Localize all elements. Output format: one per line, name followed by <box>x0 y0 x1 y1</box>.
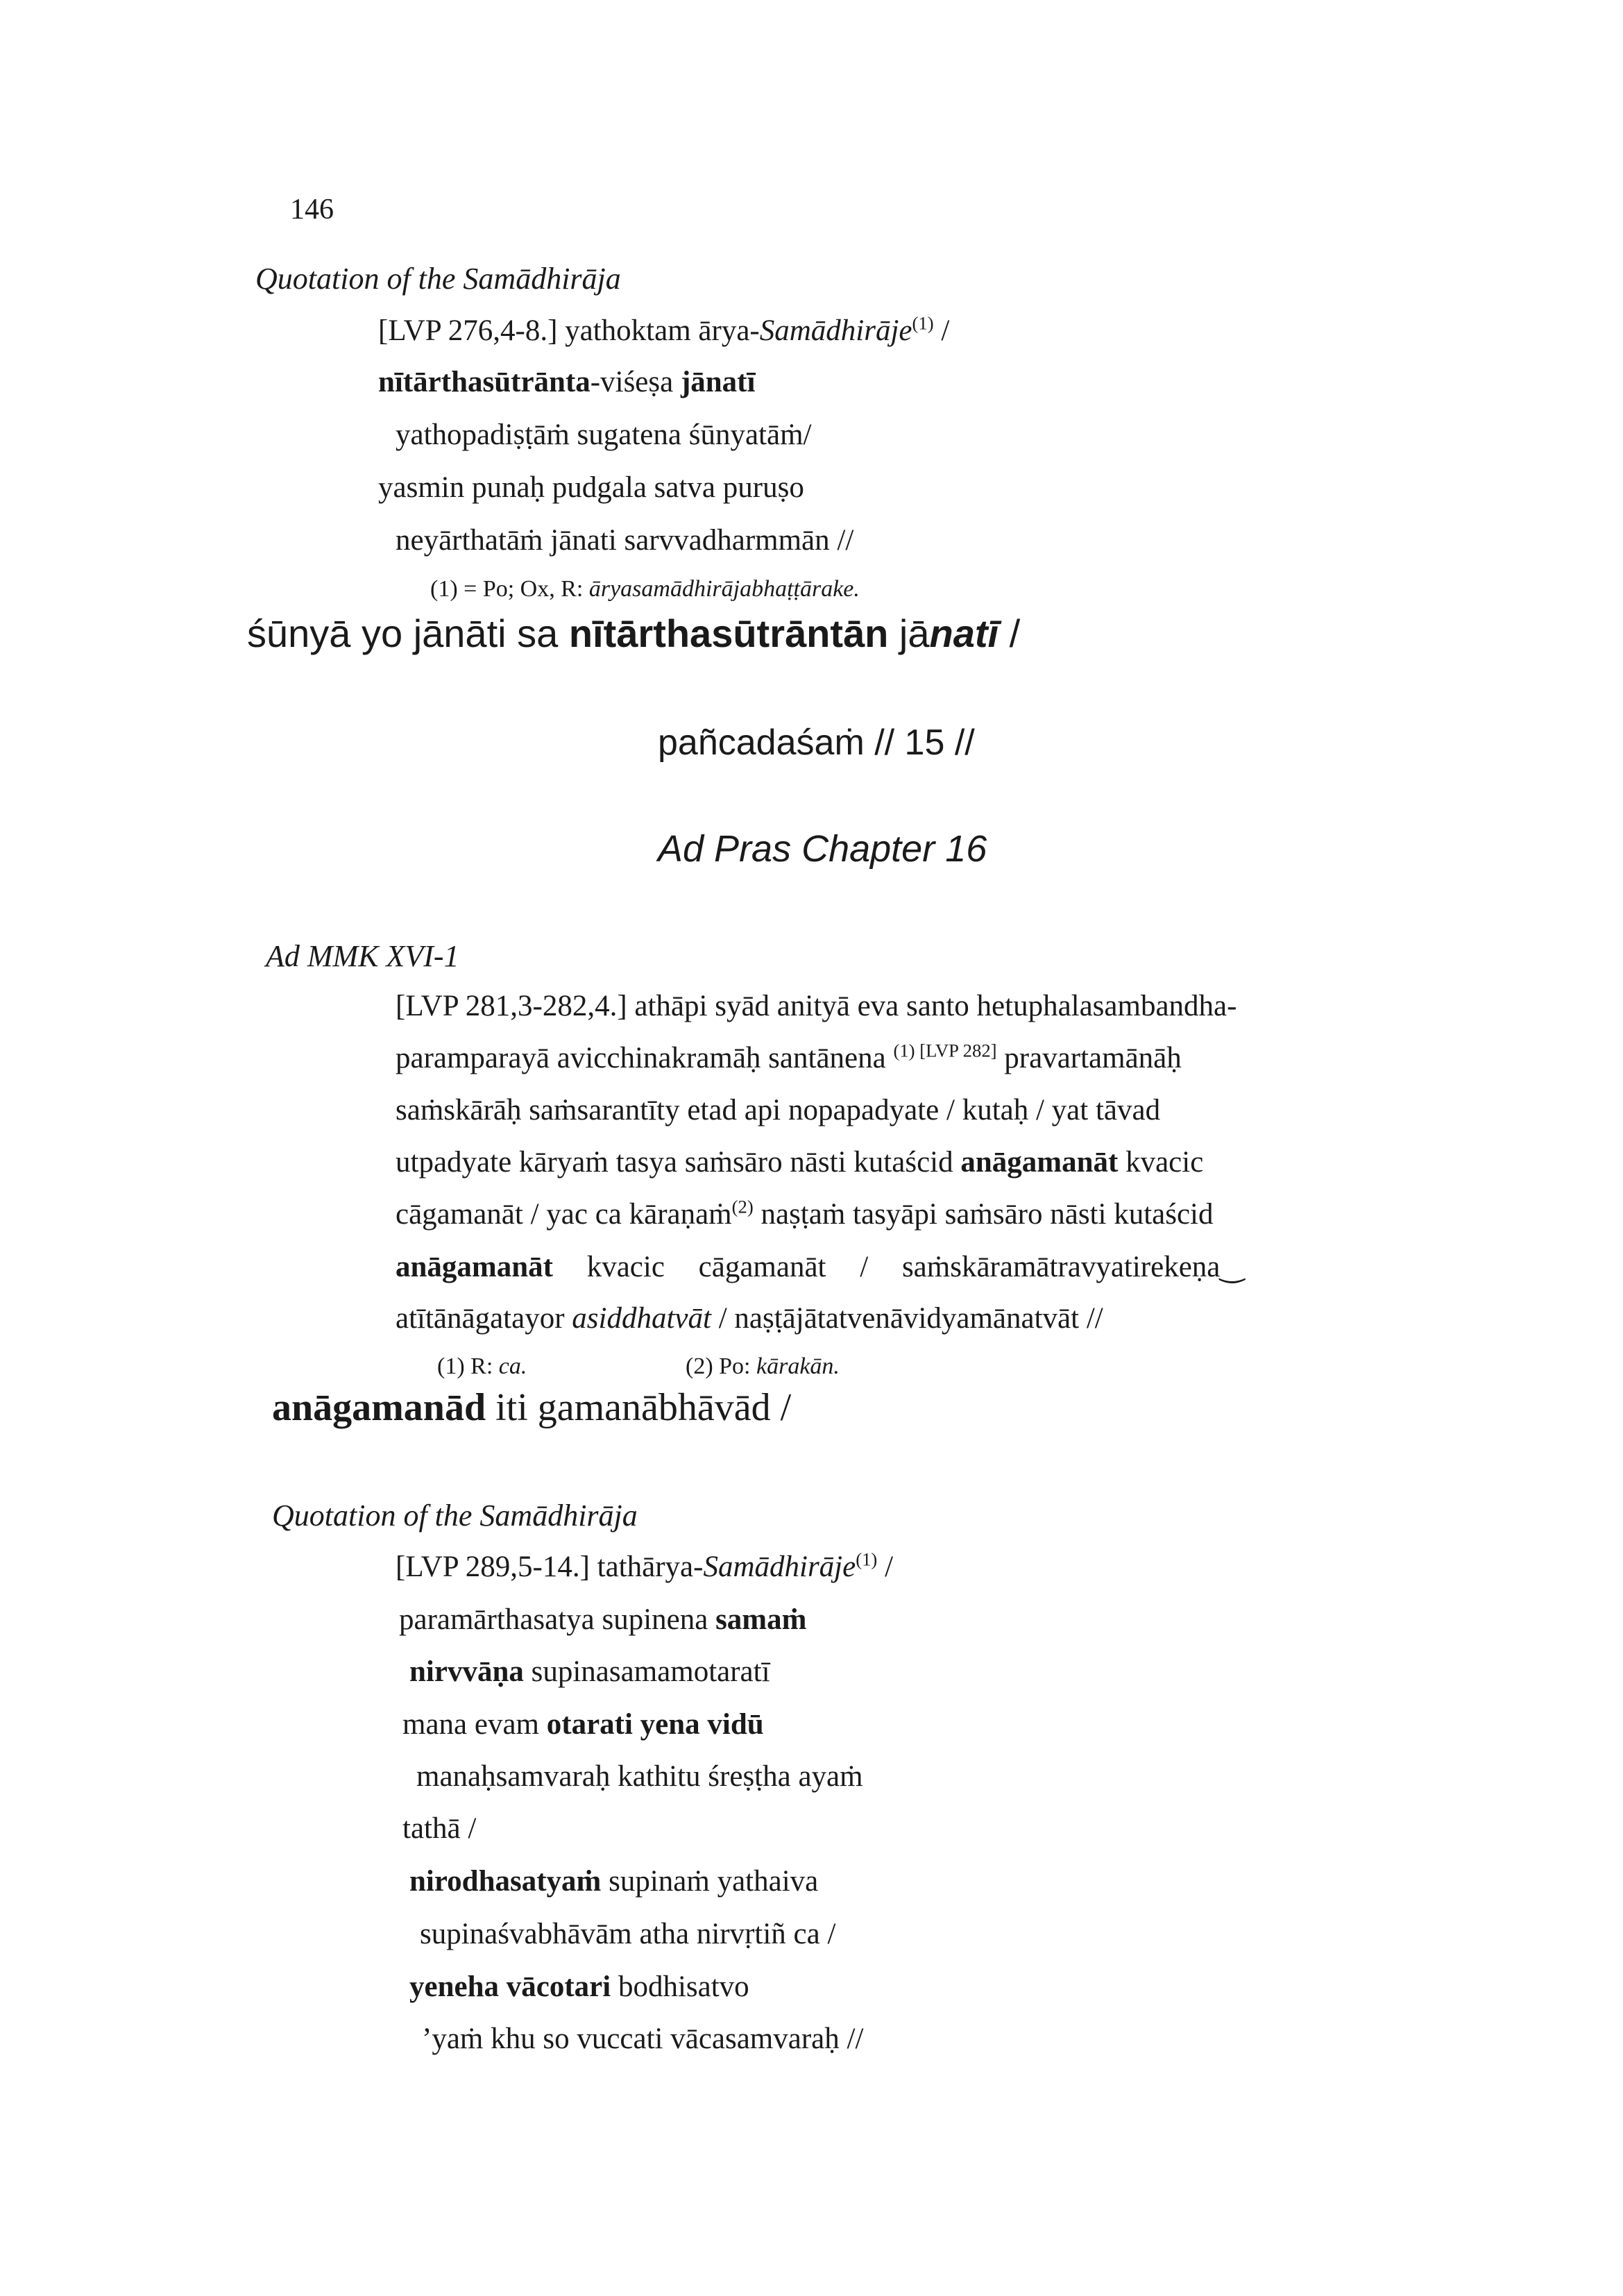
prose-text: cāgamanāt <box>698 1251 826 1283</box>
ref-end: / <box>933 314 950 347</box>
verse-ref-line <box>378 314 949 348</box>
bold-term: anāgamanāt <box>960 1146 1119 1179</box>
prose-text: saṁskāramātravyatirekeṇa‿ <box>901 1251 1244 1283</box>
space <box>499 1970 507 2003</box>
section-heading-mmk: Ad MMK XVI-1 <box>266 939 459 973</box>
prose-text: atītānāgatayor <box>396 1302 572 1335</box>
verse-line: supinaśvabhāvām atha nirvṛtiñ ca / <box>420 1918 836 1950</box>
chapter-heading: Ad Pras Chapter 16 <box>658 828 987 870</box>
verse-line <box>399 1603 806 1637</box>
footnote <box>430 576 860 602</box>
verse-ref-line <box>396 1550 893 1584</box>
section-heading-samadhiraja: Quotation of the Samādhirāja <box>255 262 621 296</box>
bold-term: otarati <box>546 1708 633 1741</box>
ref-italic: Samādhirāje <box>703 1551 856 1583</box>
verse-line: tathā / <box>402 1812 477 1845</box>
prose-line <box>396 1145 1203 1179</box>
prose-text: pravartamānāḥ <box>996 1042 1182 1074</box>
verse-text: -viśeṣa <box>590 366 681 398</box>
bold-term: samaṁ <box>715 1603 807 1636</box>
ref-end: / <box>877 1551 894 1583</box>
prose-text: naṣṭaṁ tasyāpi saṁsāro nāsti kutaścid <box>753 1198 1214 1231</box>
prose-text: cāgamanāt / yac ca kāraṇaṁ <box>396 1198 732 1231</box>
verse-text: bodhisatvo <box>611 1970 749 2003</box>
prose-text: paramparayā avicchinakramāḥ santānena <box>396 1042 894 1074</box>
footnote-italic: āryasamādhirājabhaṭṭārake. <box>588 576 860 602</box>
prose-text: kvacic <box>1118 1146 1204 1179</box>
ref-text: [LVP 289,5-14.] tathārya- <box>396 1551 704 1583</box>
mula-text: jā <box>888 611 930 655</box>
footnote <box>437 1353 527 1380</box>
verse-text: mana evam <box>402 1708 547 1741</box>
verse-line <box>409 1970 749 2004</box>
footnote-text: (2) Po: <box>686 1353 756 1379</box>
section-heading-samadhiraja: Quotation of the Samādhirāja <box>272 1499 638 1533</box>
mula-bold: nītārthasūtrāntān <box>568 611 889 655</box>
footnote-italic: ca. <box>498 1353 527 1379</box>
prose-text: utpadyate kāryaṁ tasya saṁsāro nāsti kutaścid <box>396 1146 961 1179</box>
verse-text: supinaṁ yathaiva <box>601 1865 819 1898</box>
bold-term: vidū <box>707 1708 764 1741</box>
mula-verse-line <box>272 1385 791 1430</box>
prose-text: / <box>860 1251 869 1283</box>
bold-term: yeneha <box>409 1970 499 2003</box>
chapter-colophon: pañcadaśaṁ // 15 // <box>658 723 975 763</box>
mula-verse-line <box>247 611 1020 656</box>
prose-line <box>396 1249 1244 1284</box>
bold-term: nirodhasatyaṁ <box>409 1865 602 1898</box>
prose-line <box>396 1197 1214 1231</box>
verse-text: supinasamamotaratī <box>523 1655 770 1688</box>
footnote-marker: (2) <box>731 1196 754 1217</box>
verse-line: yasmin punaḥ pudgala satva puruṣo <box>378 471 804 504</box>
verse-line <box>378 365 755 399</box>
bold-term: anāgamanāt <box>396 1251 553 1283</box>
footnote-text: (1) R: <box>437 1353 499 1379</box>
prose-line <box>396 1041 1182 1075</box>
verse-text: paramārthasatya supinena <box>399 1603 716 1636</box>
prose-line: saṁskārāḥ saṁsarantīty etad api nopapadyate / kutaḥ / yat tāvad <box>396 1094 1161 1126</box>
verse-line: neyārthatāṁ jānati sarvvadharmmān // <box>396 524 854 557</box>
prose-text: kvacic <box>586 1251 665 1283</box>
verse-line: manaḥsamvaraḥ kathitu śreṣṭha ayaṁ <box>416 1760 863 1793</box>
ref-italic: Samādhirāje <box>759 314 912 347</box>
prose-text: / naṣṭājātatvenāvidyamānatvāt // <box>711 1302 1103 1335</box>
italic-term: asiddhatvāt <box>572 1302 711 1335</box>
footnote-marker: (1) <box>856 1548 878 1570</box>
footnote-italic: kārakān. <box>756 1353 840 1379</box>
mula-bold-italic: natī <box>929 611 999 655</box>
mula-text: śūnyā yo jānāti sa <box>247 611 569 655</box>
bold-term: vācotari <box>506 1970 611 2003</box>
verse-line: yathopadiṣṭāṁ sugatena śūnyatāṁ/ <box>396 419 812 451</box>
space <box>633 1708 640 1741</box>
page-number: 146 <box>290 194 334 226</box>
verse-line <box>402 1707 764 1741</box>
prose-line: [LVP 281,3-282,4.] athāpi syād anityā eva santo hetuphalasambandha- <box>396 990 1237 1022</box>
bold-term: nītārthasūtrānta <box>378 366 590 398</box>
footnote-text: (1) = Po; Ox, R: <box>430 576 589 602</box>
ref-text: [LVP 276,4-8.] yathoktam ārya- <box>378 314 760 347</box>
prose-line <box>396 1301 1103 1335</box>
mula-bold: anāgamanād <box>272 1386 486 1429</box>
footnote <box>686 1353 840 1380</box>
verse-line <box>409 1864 818 1898</box>
bold-term: jānatī <box>680 366 756 398</box>
mula-end: / <box>999 611 1021 655</box>
verse-line: ’yaṁ khu so vuccati vācasamvaraḥ // <box>422 2023 864 2055</box>
bold-term: yena <box>640 1708 700 1741</box>
bold-term: nirvvāṇa <box>409 1655 524 1688</box>
space <box>700 1708 708 1741</box>
footnote-marker: (1) <box>912 312 934 334</box>
footnote-marker: (1) [LVP 282] <box>893 1040 997 1061</box>
mula-text: iti gamanābhāvād / <box>486 1386 792 1429</box>
verse-line <box>409 1655 770 1689</box>
